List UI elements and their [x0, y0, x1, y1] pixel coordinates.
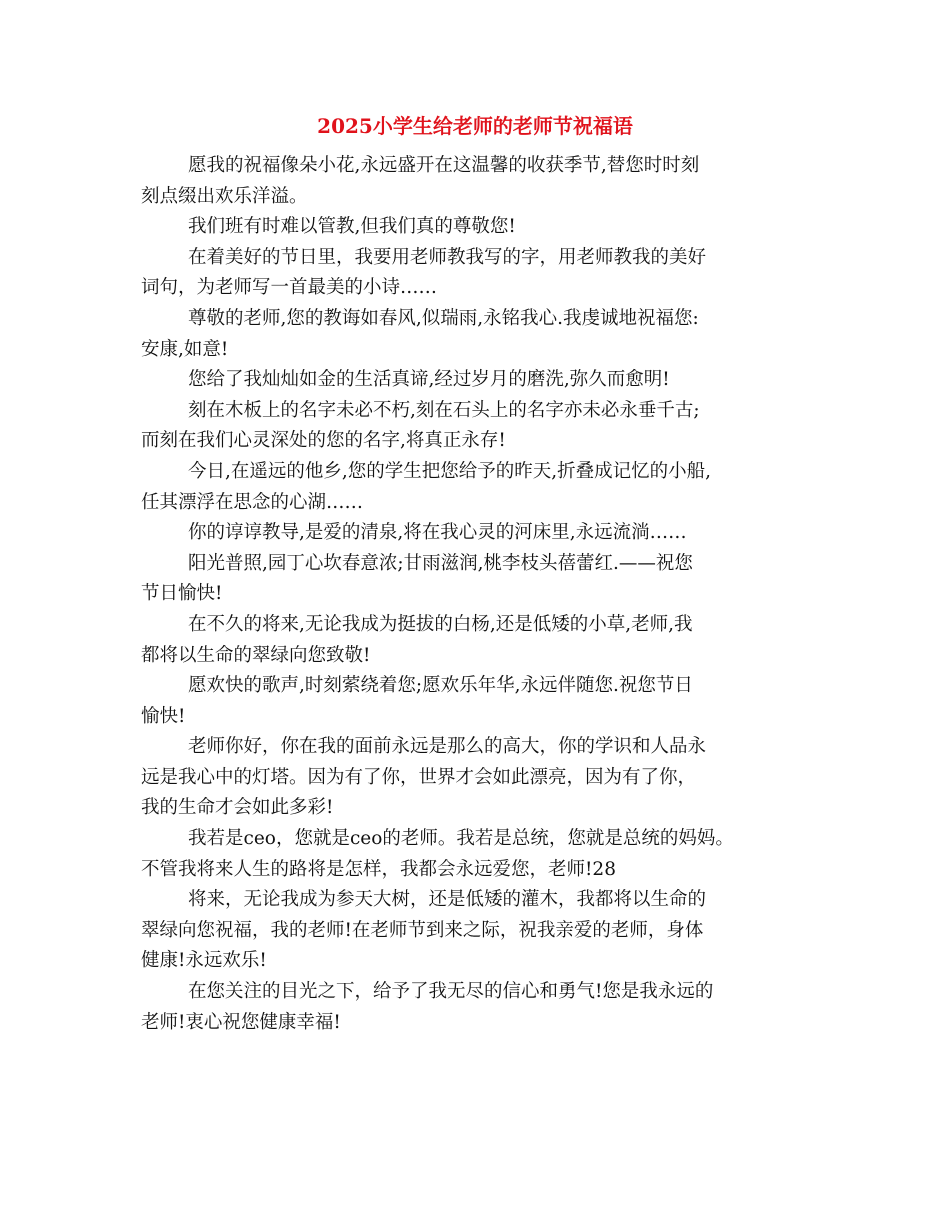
- paragraph: [141, 671, 816, 732]
- paragraph: [141, 243, 816, 304]
- paragraph: [141, 365, 816, 396]
- paragraph-line: 我们班有时难以管教,但我们真的尊敬您!: [188, 216, 516, 238]
- paragraph: [141, 212, 816, 243]
- paragraph: [141, 977, 816, 1038]
- paragraph-line: 刻在木板上的名字未必不朽,刻在石头上的名字亦未必永垂千古;: [188, 399, 700, 421]
- paragraph: [141, 518, 816, 549]
- paragraph-line: 将来，无论我成为参天大树，还是低矮的灌木，我都将以生命的: [188, 889, 707, 911]
- paragraph-line: 我的生命才会如此多彩!: [141, 797, 334, 819]
- paragraph-line: 词句，为老师写一首最美的小诗……: [141, 277, 438, 299]
- paragraph-line: 在不久的将来,无论我成为挺拔的白杨,还是低矮的小草,老师,我: [188, 613, 693, 635]
- paragraph-line: 刻点缀出欢乐洋溢。: [141, 185, 308, 207]
- paragraph-line: 尊敬的老师,您的教诲如春风,似瑞雨,永铭我心.我虔诚地祝福您:: [188, 307, 699, 329]
- paragraph-line: 在您关注的目光之下，给予了我无尽的信心和勇气!您是我永远的: [188, 981, 714, 1003]
- paragraph: [141, 885, 816, 977]
- paragraph: [141, 824, 816, 885]
- paragraph-line: 翠绿向您祝福，我的老师!在老师节到来之际，祝我亲爱的老师，身体: [141, 919, 704, 941]
- paragraph-line: 都将以生命的翠绿向您致敬!: [141, 644, 371, 666]
- paragraph-line: 老师你好，你在我的面前永远是那么的高大，你的学识和人品永: [188, 736, 707, 758]
- paragraph: [141, 549, 816, 610]
- document-body: [141, 151, 816, 1038]
- paragraph: [141, 457, 816, 518]
- paragraph-line: 愿我的祝福像朵小花,永远盛开在这温馨的收获季节,替您时时刻: [188, 155, 700, 176]
- paragraph-line: 今日,在遥远的他乡,您的学生把您给予的昨天,折叠成记忆的小船,: [188, 460, 712, 482]
- paragraph: [141, 304, 816, 365]
- paragraph-line: 愿欢快的歌声,时刻萦绕着您;愿欢乐年华,永远伴随您.祝您节日: [188, 675, 693, 697]
- paragraph-line: 安康,如意!: [141, 338, 229, 360]
- paragraph-line: 不管我将来人生的路将是怎样，我都会永远爱您，老师!28: [141, 858, 616, 880]
- document-title: 2025小学生给老师的老师节祝福语: [317, 114, 633, 138]
- paragraph-line: 远是我心中的灯塔。因为有了你，世界才会如此漂亮，因为有了你，: [141, 766, 697, 788]
- paragraph-line: 健康!永远欢乐!: [141, 950, 267, 972]
- paragraph-line: 阳光普照,园丁心坎春意浓;甘雨滋润,桃李枝头蓓蕾红.——祝您: [188, 552, 693, 574]
- paragraph-line: 在着美好的节日里，我要用老师教我写的字，用老师教我的美好: [188, 246, 707, 268]
- paragraph: [141, 396, 816, 457]
- paragraph: [141, 610, 816, 671]
- paragraph: [141, 732, 816, 824]
- paragraph-line: 您给了我灿灿如金的生活真谛,经过岁月的磨洗,弥久而愈明!: [188, 369, 670, 391]
- paragraph-line: 老师!衷心祝您健康幸福!: [141, 1011, 341, 1033]
- paragraph-line: 任其漂浮在思念的心湖……: [141, 491, 364, 513]
- paragraph-line: 而刻在我们心灵深处的您的名字,将真正永存!: [141, 430, 506, 452]
- paragraph-line: 愉快!: [141, 705, 186, 727]
- paragraph: [141, 151, 816, 212]
- paragraph-line: 我若是ceo，您就是ceo的老师。我若是总统，您就是总统的妈妈。: [188, 828, 734, 850]
- paragraph-line: 你的谆谆教导,是爱的清泉,将在我心灵的河床里,永远流淌……: [188, 522, 687, 544]
- paragraph-line: 节日愉快!: [141, 583, 223, 605]
